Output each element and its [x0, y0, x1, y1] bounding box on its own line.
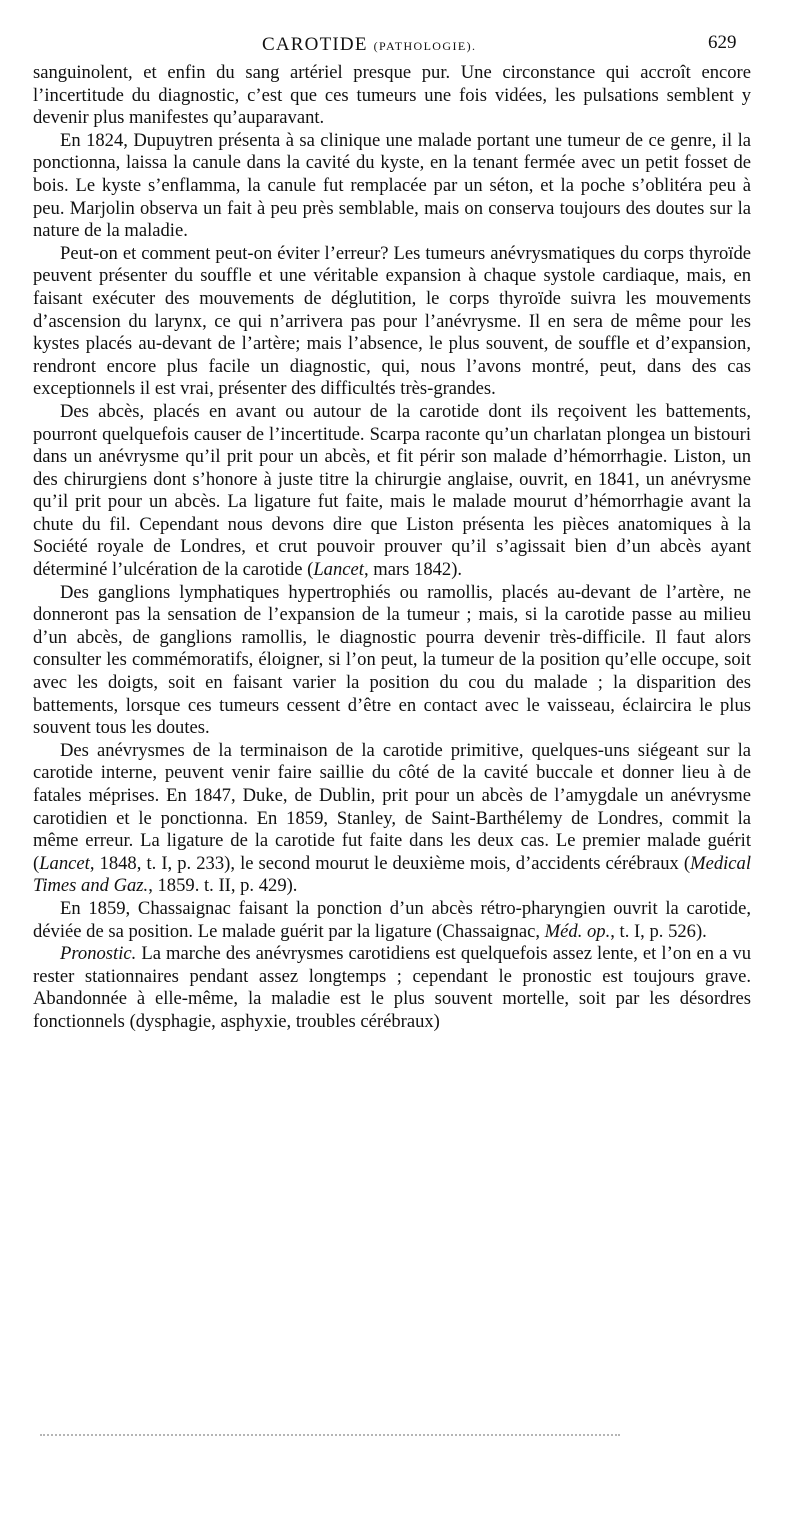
body-text: [33, 62, 751, 1034]
paragraph: [33, 401, 751, 582]
text-run: Des anévrysmes de la terminaison de la carotide primitive, quelques-uns siégeant sur la carotide interne, peuvent venir faire saillie du côté de la cavité buccale et donner lieu à de fatales méprises. En 1847, Duke, de Dublin, prit pour un abcès de l’amygdale un anévrysme carotidien et le ponctionna. En 1859, Stanley, de Saint-Barthélemy de Londres, commit la même erreur. La ligature de la carotide fut faite dans les deux cas. Le premier malade guérit (: [33, 739, 751, 874]
text-run: , t. I, p. 526).: [610, 920, 707, 942]
page-number: 629: [708, 32, 737, 53]
text-run: En 1859, Chassaignac faisant la ponction d’un abcès rétro-pharyngien ouvrit la carotide, déviée de sa position. Le malade guérit par la ligature (Chassaignac,: [33, 897, 751, 942]
running-title-subtitle: (PATHOLOGIE).: [373, 39, 477, 53]
paragraph: [33, 62, 751, 130]
italic-text: Méd. op.: [544, 920, 611, 942]
text-run: La marche des anévrysmes carotidiens est quelquefois assez lente, et l’on en a vu rester stationnaires pendant assez longtemps ; cependant le pronostic est toujours grave. Abandonnée à elle-même, la maladie est le plus souvent mortelle, soit par les désordres fonctionnels (dysphagie, asphyxie, troubles cérébraux): [33, 943, 751, 1032]
italic-text: Pronostic.: [60, 943, 137, 965]
text-run: Des ganglions lymphatiques hypertrophiés ou ramollis, placés au-devant de l’artère, ne donneront pas la sensation de l’expansion de la tumeur ; mais, si la carotide passe au milieu d’un abcès, de ganglions ramollis, le diagnostic pourra devenir très-difficile. Il faut alors consulter les commémoratifs, éloigner, si l’on peut, la tumeur de la position qu’elle occupe, soit avec les doigts, soit en faisant varier la position du cou du malade ; la disparition des battements, lorsque ces tumeurs cessent d’être en contact avec le vaisseau, éclaircira le plus souvent tous les doutes.: [33, 581, 751, 739]
text-run: , 1859. t. II, p. 429).: [148, 875, 298, 897]
paragraph: [33, 130, 751, 243]
text-run: sanguinolent, et enfin du sang artériel presque pur. Une circonstance qui accroît encore l’incertitude du diagnostic, c’est que ces tumeurs une fois vidées, les pulsations semblent y devenir plus manifestes qu’auparavant.: [33, 62, 751, 129]
paragraph: [33, 243, 751, 401]
paragraph: [33, 943, 751, 1033]
running-title: [262, 34, 476, 56]
running-header: [0, 34, 800, 60]
footer-rule: [40, 1434, 620, 1436]
paragraph: [33, 898, 751, 943]
text-run: En 1824, Dupuytren présenta à sa clinique une malade portant une tumeur de ce genre, il la ponctionna, laissa la canule dans la cavité du kyste, en la tenant fermée avec un petit fosset de bois. Le kyste s’enflamma, la canule fut remplacée par un séton, et la poche s’oblitéra peu à peu. Marjolin observa un fait à peu près semblable, mais on conserva toujours des doutes sur la nature de la maladie.: [33, 129, 751, 242]
italic-text: Lancet: [39, 852, 90, 874]
text-run: Des abcès, placés en avant ou autour de la carotide dont ils reçoivent les battements, pourront quelquefois causer de l’incertitude. Scarpa raconte qu’un charlatan plongea un bistouri dans un anévrysme qu’il prit pour un abcès, et fit périr son malade d’hémorrhagie. Liston, un des chirurgiens dont s’honore à juste titre la chirurgie anglaise, ouvrit, en 1841, un anévrysme qu’il prit pour un abcès. La ligature fut faite, mais le malade mourut d’hémorrhagie avant la chute du fil. Cependant nous devons dire que Liston présenta les pièces anatomiques à la Société royale de Londres, et crut pouvoir prouver qu’il s’agissait bien d’un abcès ayant déterminé l’ulcération de la carotide (: [33, 400, 751, 581]
italic-text: Medical Times and Gaz.: [33, 852, 751, 897]
paragraph: [33, 740, 751, 898]
running-title-main: CAROTIDE: [262, 34, 368, 55]
text-run: , 1848, t. I, p. 233), le second mourut le deuxième mois, d’accidents cérébraux (: [89, 852, 691, 874]
text-run: , mars 1842).: [363, 559, 463, 581]
paragraph: [33, 582, 751, 740]
text-run: Peut-on et comment peut-on éviter l’erreur? Les tumeurs anévrysmatiques du corps thyroïde peuvent présenter du souffle et une véritable expansion à chaque systole cardiaque, mais, en faisant exécuter des mouvements de déglutition, le corps thyroïde suivra les mouvements d’ascension du larynx, ce qui n’arrivera pas pour l’anévrysme. Il en sera de même pour les kystes placés au-devant de l’artère; mais l’absence, le plus souvent, de souffle et d’expansion, rendront encore plus facile un diagnostic, qui, nous l’avons montré, peut, dans des cas exceptionnels il est vrai, présenter des difficultés très-grandes.: [33, 242, 751, 400]
italic-text: Lancet: [313, 559, 364, 581]
